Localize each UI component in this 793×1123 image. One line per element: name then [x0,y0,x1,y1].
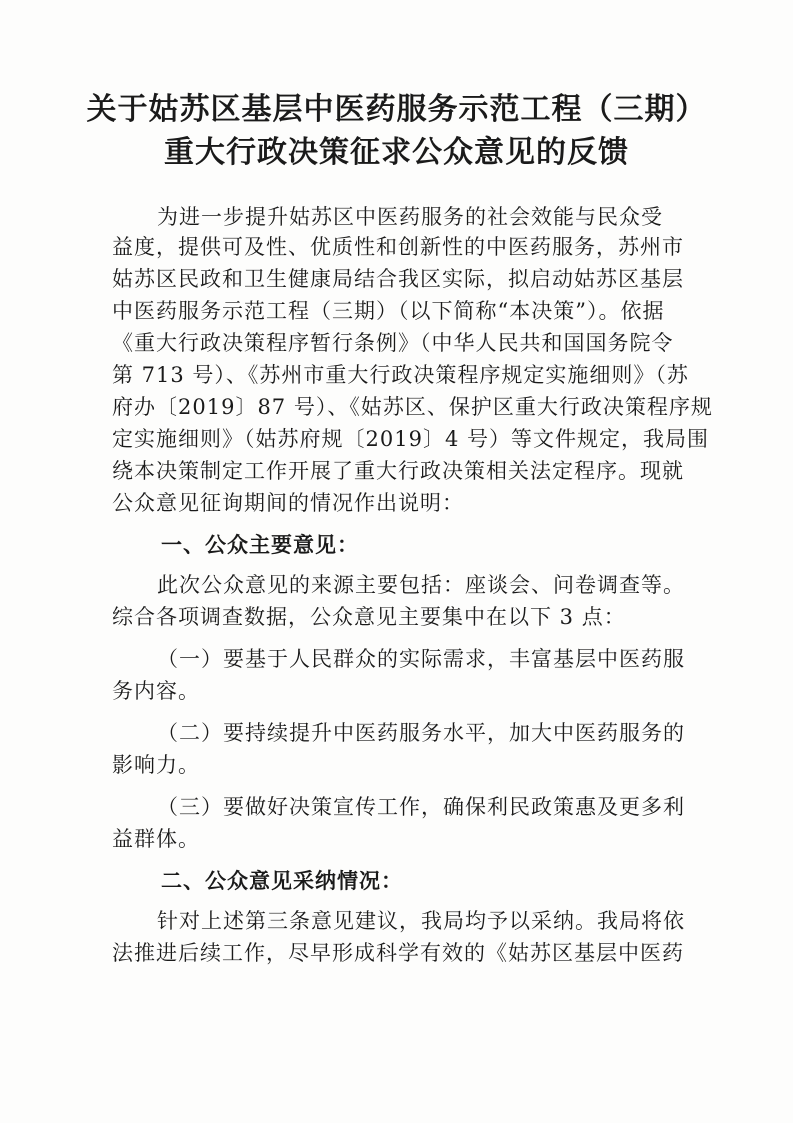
body-line: 综合各项调查数据，公众意见主要集中在以下 3 点： [112,605,626,629]
body-line: 定实施细则》（姑苏府规〔2019〕4 号）等文件规定，我局围 [112,427,709,451]
body-line: 益群体。 [112,827,200,851]
body-line: 中医药服务示范工程（三期）（以下简称“本决策”）。依据 [112,299,665,323]
document-title-line-1: 关于姑苏区基层中医药服务示范工程（三期） [86,92,707,127]
body-line: 针对上述第三条意见建议，我局均予以采纳。我局将依 [157,909,685,933]
body-line: 法推进后续工作，尽早形成科学有效的《姑苏区基层中医药 [112,941,684,965]
body-line: 为进一步提升姑苏区中医药服务的社会效能与民众受 [157,205,663,229]
body-line: （三）要做好决策宣传工作，确保利民政策惠及更多利 [157,795,685,819]
body-line: 此次公众意见的来源主要包括：座谈会、问卷调查等。 [157,573,685,597]
body-line: 影响力。 [112,753,200,777]
body-line: 府办〔2019〕87 号）、《姑苏区、保护区重大行政决策程序规 [112,395,713,419]
document-title-line-2: 重大行政决策征求公众意见的反馈 [164,135,629,170]
body-line: 《重大行政决策程序暂行条例》（中华人民共和国国务院令 [112,331,674,355]
body-line: 绕本决策制定工作开展了重大行政决策相关法定程序。现就 [112,459,684,483]
body-line: 姑苏区民政和卫生健康局结合我区实际，拟启动姑苏区基层 [112,267,684,291]
body-line: 第 713 号）、《苏州市重大行政决策程序规定实施细则》（苏 [112,363,689,387]
body-line: （一）要基于人民群众的实际需求，丰富基层中医药服 [157,647,685,671]
section-heading-2: 二、公众意见采纳情况： [161,869,403,893]
body-line: （二）要持续提升中医药服务水平，加大中医药服务的 [157,721,685,745]
body-line: 公众意见征询期间的情况作出说明： [112,491,464,515]
body-line: 益度，提供可及性、优质性和创新性的中医药服务，苏州市 [112,235,684,259]
body-line: 务内容。 [112,679,200,703]
section-heading-1: 一、公众主要意见： [161,533,359,557]
